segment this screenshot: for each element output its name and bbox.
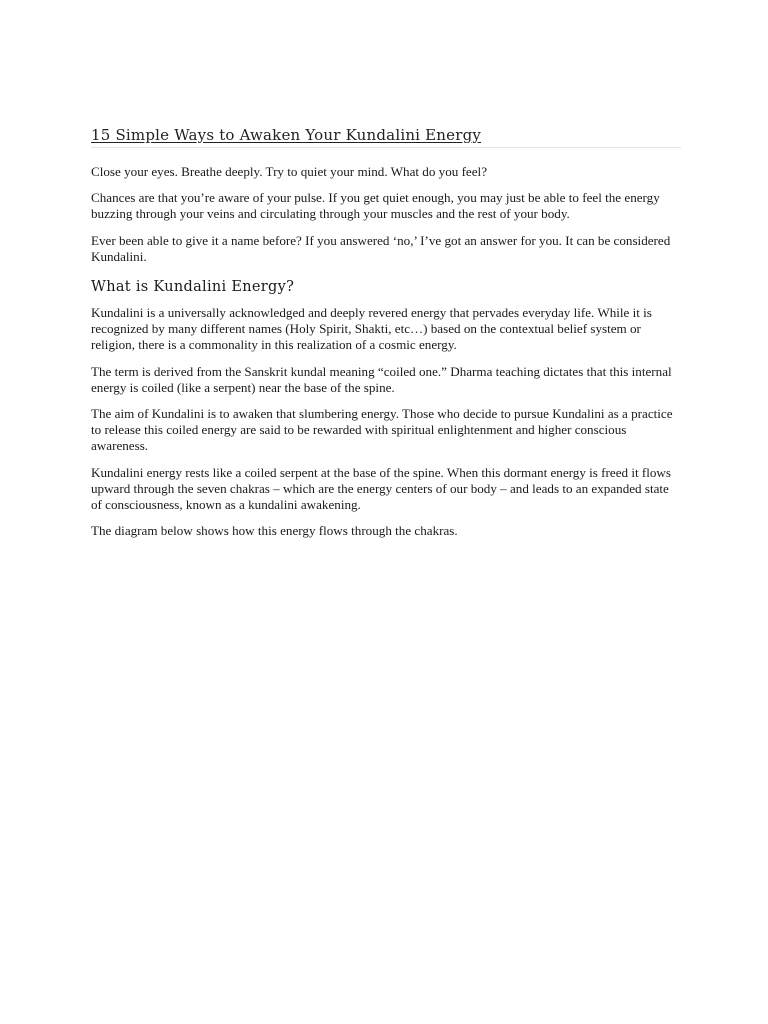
section-heading: What is Kundalini Energy? xyxy=(91,279,295,296)
section-paragraph-4: Kundalini energy rests like a coiled serpent at the base of the spine. When this dormant energy is freed it flows upward through the seven chakras – which are the energy centers of our body – and leads to an expanded state of consciousness, known as a kundalini awakening. xyxy=(91,464,671,513)
document-title: 15 Simple Ways to Awaken Your Kundalini Energy xyxy=(91,126,681,148)
document-page xyxy=(91,126,681,549)
section-paragraph-2: The term is derived from the Sanskrit kundal meaning “coiled one.” Dharma teaching dictates that this internal energy is coiled (like a serpent) near the base of the spine. xyxy=(91,363,672,395)
intro-paragraph-1: Close your eyes. Breathe deeply. Try to quiet your mind. What do you feel? xyxy=(91,164,488,179)
intro-paragraph-2: Chances are that you’re aware of your pulse. If you get quiet enough, you may just be able to feel the energy buzzing through your veins and circulating through your muscles and the rest of your body. xyxy=(91,190,660,222)
section-paragraph-3: The aim of Kundalini is to awaken that slumbering energy. Those who decide to pursue Kundalini as a practice to release this coiled energy are said to be rewarded with spiritual enlightenment and higher conscious awareness. xyxy=(91,406,673,454)
section-paragraph-1: Kundalini is a universally acknowledged and deeply revered energy that pervades everyday life. While it is recognized by many different names (Holy Spirit, Shakti, etc…) based on the contextual belief system or religion, there is a commonality in this realization of a cosmic energy. xyxy=(91,305,652,353)
section-paragraph-5: The diagram below shows how this energy flows through the chakras. xyxy=(91,523,458,539)
intro-paragraph-3: Ever been able to give it a name before? If you answered ‘no,’ I’ve got an answer for you. It can be considered Kundalini. xyxy=(91,232,671,264)
